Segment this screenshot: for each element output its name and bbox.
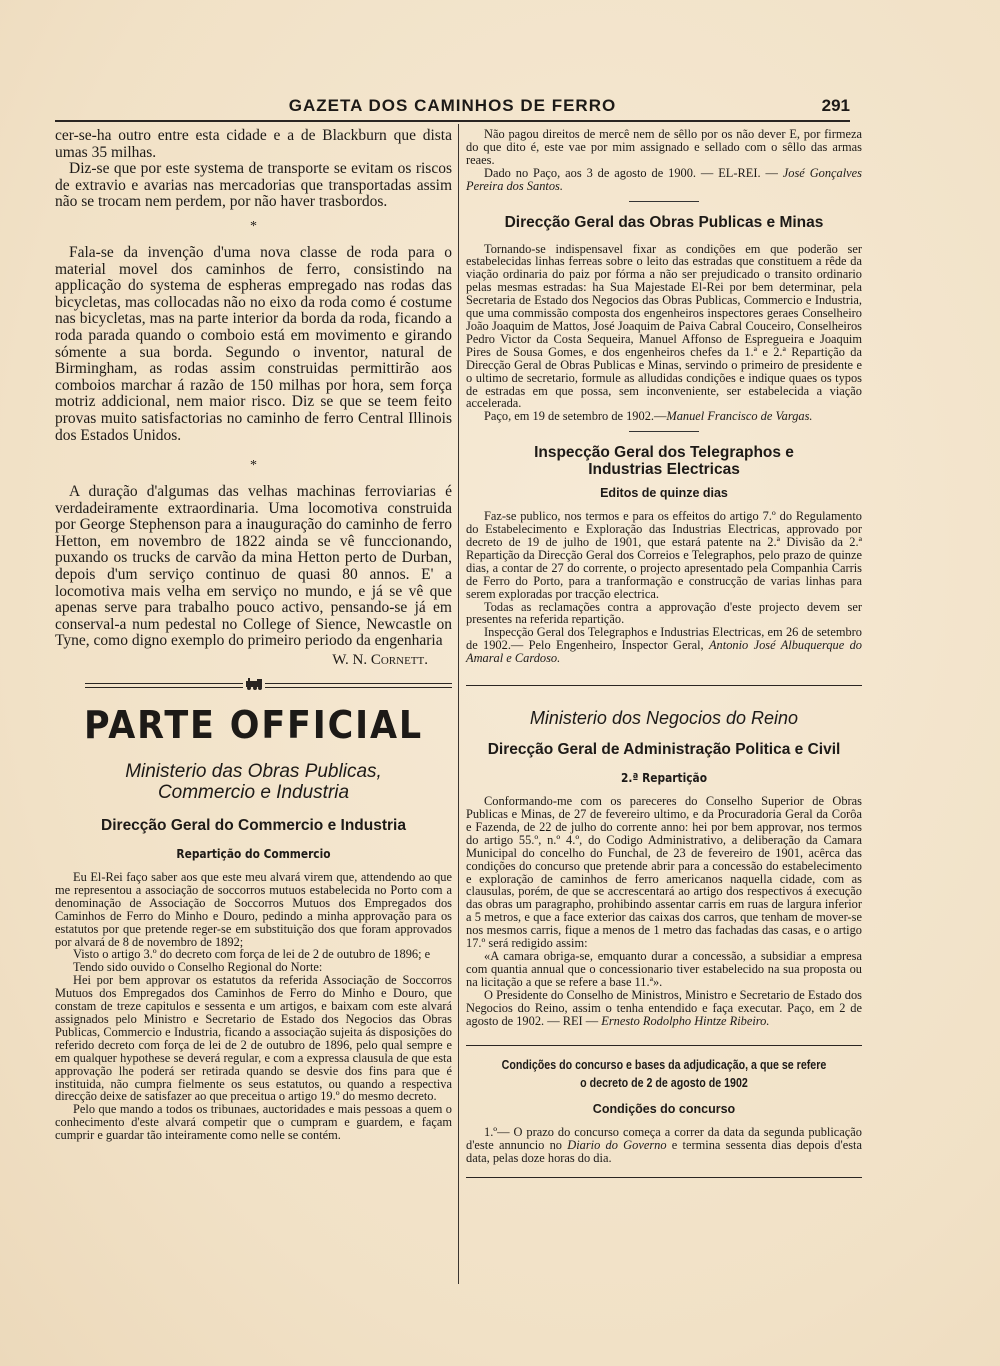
- date-text: O Presidente do Conselho de Ministros, Ministro e Secretario de Estado dos Negocios do Reino, assim o tenha entendido e faça executar. Paço, em 2 de agosto de 1902. — REI —: [466, 987, 862, 1028]
- repartition-heading: Repartição do Commercio: [176, 846, 331, 862]
- paragraph: Diz-se que por este systema de transporte se evitam os riscos de extravio e avarias nas mercadorias que transportadas assim não se trocam nem perdem, por não haver trasbordos.: [55, 160, 452, 211]
- publication-name: Diario do Governo: [567, 1138, 667, 1153]
- paragraph: cer-se-ha outro entre esta cidade e a de Blackburn que dista umas 35 milhas.: [55, 127, 452, 161]
- section-separator: *: [250, 458, 257, 474]
- date-text: Inspecção Geral dos Telegraphos e Industrias Electricas, em 26 de setembro de 1902.— Pelo Engenheiro, Inspector Geral,: [466, 625, 862, 653]
- ornamental-rule: [55, 679, 452, 693]
- left-column: [55, 128, 452, 1142]
- paragraph: Faz-se publico, nos termos e para os effeitos do artigo 7.º do Regulamento do Estabelecimento e Exploração das Industrias Electricas, approvado por decreto de 19 de julho de 1901, que estará patente na 2.ª Divisão da 2.ª Repartição da Direcção Geral dos Correios e Telegraphos, pelo prazo de quinze dias, a contar de 27 do corrente, o projecto apresentado pela Companhia Carris de Ferro do Porto, para a tranformação e construcção de varias linhas para serem exploradas por tracção electrica.: [466, 509, 862, 601]
- telegraphs-text: [466, 510, 862, 665]
- date-text: Dado no Paço, aos 3 de agosto de 1900. — EL-REI. —: [484, 165, 783, 180]
- section-title-official: PARTE OFFICIAL: [84, 703, 423, 748]
- signatory: Antonio José Albuquerque do Amaral e Cardoso.: [466, 638, 862, 666]
- section-heading-telegraphs: Inspecção Geral dos Telegraphos e Industrias Electricas: [534, 444, 794, 479]
- paragraph: Tendo sido ouvido o Conselho Regional do Norte:: [73, 960, 323, 975]
- ministry-heading-kingdom: Ministerio dos Negocios do Reino: [529, 708, 799, 729]
- bottom-rule: [466, 1177, 862, 1178]
- conditions-heading: Condições do concurso e bases da adjudicação, a que se refere o decreto de 2 de agosto de 1902: [501, 1057, 827, 1091]
- subheading-edicts: Editos de quinze dias: [600, 486, 728, 501]
- paragraph: Hei por bem approvar os estatutos da referida Associação de Soccorros Mutuos dos Empregados dos Caminhos de Ferro do Minho e Douro, que constam de treze capitulos e sessenta e um artigos, e baixam com este alvará assignados pelo Ministro e Secretario de Estado dos Negocios das Obras Publicas, Commercio e Industria, ficando a associação sujeita ás disposições do referido decreto com força de lei de 2 de outubro de 1896, pelo qual sempre e em qualquer hypothese se deverá regular, e com a expressa clausula de que esta approvação lhe poderá ser retirada quando se desvie dos fins para que é instituida, não cumpra fielmente os seus estatutos, ou quando a respectiva direcção deixe de satisfazer ao que preceitua o artigo 19.º do mesmo decreto.: [55, 973, 452, 1104]
- paragraph: Tornando-se indispensavel fixar as condições em que poderão ser estabelecidas linhas ferreas sobre o leito das estradas que constituem a rêde da viação ordinaria do paiz por fórma a não ser prejudicado o transito ordinario pelas mesmas estradas: ha Sua Majestade El-Rei por bem determinar, pela Secretaria de Estado dos Negocios das Obras Publicas, Commercio e Industria, que uma commissão composta dos engenheiros inspectores geraes Conselheiro João Joaquim de Mattos, José Joaquim de Paiva Cabral Couceiro, Conselheiros Pedro Victor da Costa Sequeira, Manuel Affonso de Espregueira e Joaquim Pires de Sousa Gomes, e dos engenheiros chefes da 1.ª e 2.ª Repartição da Direcção Geral de Obras Publicas e Minas, servindo o primeiro de presidente e o ultimo de secretario, formule as alludidas condições e indique quaes os typos de estradas em que possa, sem inconveniente, ser estabelecida a viação accelerada.: [466, 241, 862, 411]
- paragraph: [466, 626, 862, 665]
- public-works-text: [466, 243, 862, 424]
- decree-continuation: [466, 128, 862, 193]
- signatory: Ernesto Rodolpho Hintze Ribeiro.: [601, 1013, 770, 1028]
- section-separator: *: [250, 218, 257, 234]
- direction-heading: Direcção Geral do Commercio e Industria: [101, 817, 406, 835]
- right-column: [466, 128, 862, 1178]
- paragraph: Fala-se da invenção d'uma nova classe de roda para o material movel dos caminhos de ferro, consistindo na applicação do systema de espheras empregado nas rodas das bicycletas, mas collocadas não no eixo da roda como é costume nas bicycletas, mas na parte interior da borda da roda, ficando a roda parada quando o comboio está em movimento e girando sómente a sua borda. Segundo o inventor, natural de Birmingham, as rodas assim construidas permittirão aos comboios marchar á razão de 150 milhas por hora, sem força motriz addicional, nem maior risco. Diz se que se teem feito provas muito satisfactorias no caminho de ferro Central Illinois dos Estados Unidos.: [55, 243, 452, 444]
- paragraph: [466, 167, 862, 193]
- condition-text-end: e termina sessenta dias depois d'esta data, pelas doze horas do dia.: [466, 1138, 862, 1166]
- locomotive-icon: [243, 677, 265, 691]
- page-number: 291: [821, 96, 850, 115]
- conditions-text: [466, 1126, 862, 1165]
- condition-text: 1.º— O prazo do concurso começa a correr da data da segunda publicação d'este annuncio no: [466, 1125, 862, 1153]
- decree-text: [55, 871, 452, 1142]
- paragraph: Pelo que mando a todos os tribunaes, auctoridades e mais pessoas a quem o conhecimento d'este alvará competir que o cumpram e guardem, e façam cumprir e guardar tão inteiramente como nelle se contém.: [55, 1102, 452, 1143]
- paragraph: [466, 410, 862, 423]
- ministry-heading: Ministerio das Obras Publicas, Commercio e Industria: [125, 761, 382, 804]
- repartition-heading-2: 2.ª Repartição: [620, 770, 708, 786]
- paragraph: A duração d'algumas das velhas machinas ferroviarias é verdadeiramente extraordinaria. Uma locomotiva construida por George Stephenson para a inauguração do caminho de ferro Hetton, em novembro de 1822 ainda se vê funccionando, puxando os trucks de carvão da mina Hetton perto de Durban, depois d'um serviço continuo de quasi 80 annos. E' a locomotiva mais velha em serviço no mundo, e já se vê que apenas serve para trabalho pouco activo, pensando-se já em conserval-a num pedestal no College of Sience, Newcastle on Tyne, como digno exemplo do primeiro periodo da engenharia: [55, 483, 452, 650]
- date-text: Paço, em 19 de setembro de 1902.—: [484, 409, 667, 424]
- section-heading-public-works: Direcção Geral das Obras Publicas e Minas: [504, 213, 824, 231]
- page-header: [55, 96, 850, 122]
- direction-heading-administration: Direcção Geral de Administração Politica e Civil: [487, 741, 841, 759]
- news-section: [55, 128, 452, 669]
- kingdom-decree-text: [466, 795, 862, 1027]
- short-rule: [629, 201, 699, 202]
- conditions-subheading: Condições do concurso: [592, 1102, 736, 1117]
- paragraph: Eu El-Rei faço saber aos que este meu alvará virem que, attendendo ao que me representou a associação de soccorros mutuos estabelecida no Porto com a denominação de Associação de Soccorros Mutuos dos Empregados dos Caminhos de Ferro do Minho e Douro, pedindo a minha approvação para os estatutos por que pretende reger-se em substituição dos que foram approvados por alvará de 8 de novembro de 1892;: [55, 870, 452, 949]
- paragraph: Visto o artigo 3.º do decreto com força de lei de 2 de outubro de 1896; e: [73, 947, 431, 962]
- paragraph: [466, 1126, 862, 1165]
- paragraph: «A camara obriga-se, emquanto durar a concessão, a subsidiar a empresa com quantia annual que o concessionario tiver estabelecido na sua proposta ou na licitação a que se refere a base 11.ª».: [466, 948, 862, 989]
- newspaper-title: GAZETA DOS CAMINHOS DE FERRO: [288, 96, 617, 115]
- paragraph: Todas as reclamações contra a approvação d'este projecto devem ser presentes na referida repartição.: [466, 599, 862, 627]
- paragraph: [466, 989, 862, 1028]
- section-rule: [466, 685, 862, 686]
- paragraph: Conformando-me com os pareceres do Conselho Superior de Obras Publicas e Minas, de 27 de fevereiro ultimo, e da Procuradoria Geral da Corôa e Fazenda, de 22 de julho do corrente anno: hei por bem approvar, nos termos do artigo 55.º, n.º 4.º, do Codigo Administrativo, a deliberação da Camara Municipal do concelho do Funchal, de 23 de fevereiro de 1901, acêrca das condições do concurso que pretende abrir para a concessão do estabelecimento e exploração de caminhos de ferro americanos naquella cidade, com as clausulas, porém, de que se accrescentará ao artigo dos respectivos á execução das obras um paragrapho, prohibindo assentar carris em ruas de largura inferior a 5 metros, e que a face exterior das caixas dos carros, que tenham de mover-se nos mesmos carris, fique a menos de 1 metro das fachadas das casas, e o artigo 17.º será redigido assim:: [466, 794, 862, 951]
- signatory: José Gonçalves Pereira dos Santos.: [466, 165, 862, 193]
- section-rule: [466, 1045, 862, 1046]
- short-rule: [629, 431, 699, 432]
- column-divider: [458, 124, 459, 1284]
- paragraph: Não pagou direitos de mercê nem de sêllo por os não dever E, por firmeza do que dito é, este vae por mim assignado e sellado com o sêllo das armas reaes.: [466, 127, 862, 167]
- signatory: Manuel Francisco de Vargas.: [666, 409, 813, 424]
- article-signature: W. N. Cornett.: [332, 652, 428, 669]
